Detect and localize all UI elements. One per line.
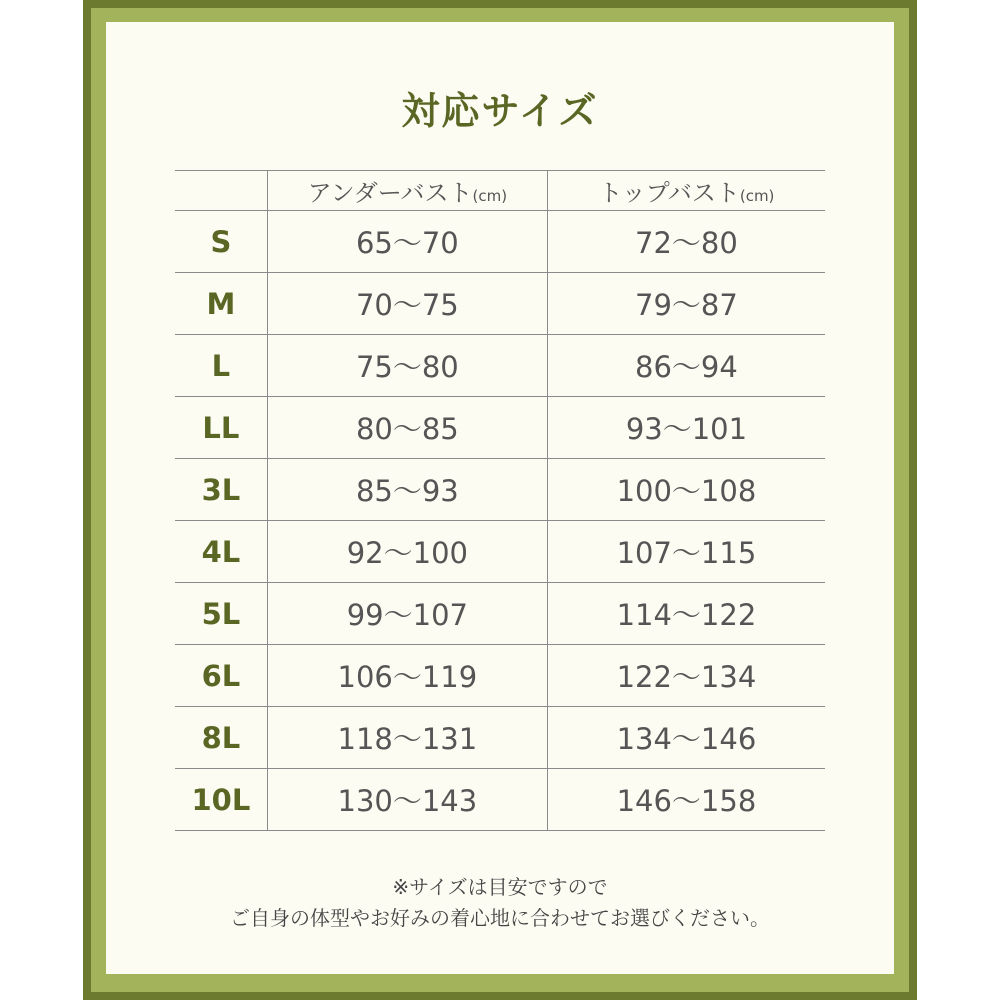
table-row (175, 769, 825, 831)
topbust-value: 107〜115 (547, 521, 825, 583)
topbust-value: 146〜158 (547, 769, 825, 831)
size-label: M (175, 273, 267, 335)
table-row (175, 645, 825, 707)
topbust-value: 134〜146 (547, 707, 825, 769)
table-row (175, 707, 825, 769)
table-row (175, 397, 825, 459)
underbust-value: 106〜119 (267, 645, 547, 707)
size-label: 10L (175, 769, 267, 831)
table-row (175, 459, 825, 521)
underbust-value: 80〜85 (267, 397, 547, 459)
underbust-value: 92〜100 (267, 521, 547, 583)
underbust-value: 99〜107 (267, 583, 547, 645)
table-row (175, 211, 825, 273)
size-label: S (175, 211, 267, 273)
size-label: L (175, 335, 267, 397)
topbust-value: 86〜94 (547, 335, 825, 397)
table-row (175, 521, 825, 583)
header-empty-cell (175, 171, 267, 211)
size-label: LL (175, 397, 267, 459)
underbust-value: 75〜80 (267, 335, 547, 397)
topbust-value: 72〜80 (547, 211, 825, 273)
underbust-value: 118〜131 (267, 707, 547, 769)
header-topbust-unit: (cm) (739, 187, 775, 205)
underbust-value: 85〜93 (267, 459, 547, 521)
size-table (175, 170, 825, 831)
underbust-value: 130〜143 (267, 769, 547, 831)
page-title: 対応サイズ (401, 89, 599, 133)
topbust-value: 100〜108 (547, 459, 825, 521)
topbust-value: 93〜101 (547, 397, 825, 459)
underbust-value: 65〜70 (267, 211, 547, 273)
table-row (175, 583, 825, 645)
size-label: 5L (175, 583, 267, 645)
size-note-line-1: ※サイズは目安ですので (392, 875, 608, 899)
header-underbust-label: アンダーバスト (307, 179, 473, 207)
header-underbust-unit: (cm) (472, 187, 508, 205)
table-row (175, 335, 825, 397)
table-header-row (175, 171, 825, 211)
size-note-line-2: ご自身の体型やお好みの着心地に合わせてお選びください。 (230, 906, 770, 930)
size-label: 6L (175, 645, 267, 707)
topbust-value: 122〜134 (547, 645, 825, 707)
header-topbust-label: トップバスト (598, 179, 740, 207)
header-topbust (547, 171, 825, 211)
underbust-value: 70〜75 (267, 273, 547, 335)
topbust-value: 79〜87 (547, 273, 825, 335)
header-underbust (267, 171, 547, 211)
size-label: 3L (175, 459, 267, 521)
size-label: 4L (175, 521, 267, 583)
table-row (175, 273, 825, 335)
size-label: 8L (175, 707, 267, 769)
topbust-value: 114〜122 (547, 583, 825, 645)
